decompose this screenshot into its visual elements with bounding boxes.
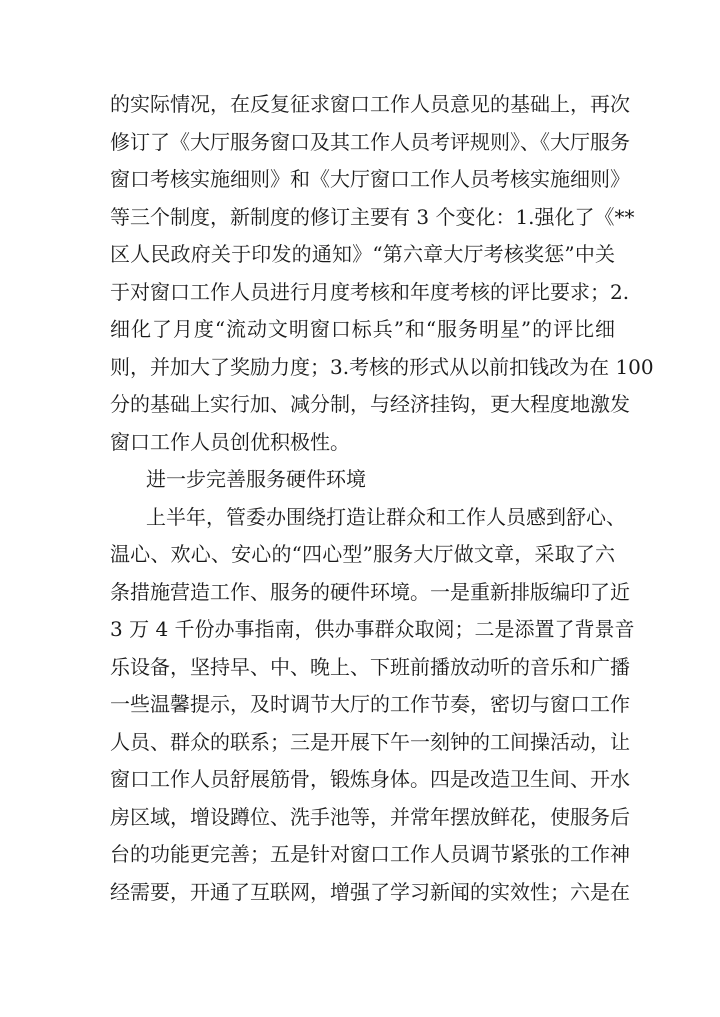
section-heading (110, 461, 615, 499)
text-line: 等三个制度，新制度的修订主要有 3 个变化：1.强化了《** (110, 204, 635, 229)
paragraph-assessment-rules (110, 86, 654, 461)
text-line: 细化了月度“流动文明窗口标兵”和“服务明星”的评比细 (110, 317, 615, 341)
text-line: 于对窗口工作人员进行月度考核和年度考核的评比要求；2. (110, 279, 630, 304)
paragraph-hardware-environment (110, 499, 635, 912)
text-line: 则，并加大了奖励力度；3.考核的形式从以前扣钱改为在 100 (110, 354, 654, 379)
text-line: 台的功能更完善；五是针对窗口工作人员调节紧张的工作神 (110, 842, 630, 866)
text-line: 分的基础上实行加、减分制，与经济挂钩，更大程度地激发 (110, 392, 630, 416)
document-body (110, 86, 654, 911)
text-line: 窗口考核实施细则》和《大厅窗口工作人员考核实施细则》 (110, 167, 630, 191)
heading-text: 进一步完善服务硬件环境 (146, 467, 366, 491)
text-line: 上半年，管委办围绕打造让群众和工作人员感到舒心、 (146, 504, 626, 529)
text-line: 条措施营造工作、服务的硬件环境。一是重新排版编印了近 (110, 579, 630, 604)
text-line: 区人民政府关于印发的通知》“第六章大厅考核奖惩”中关 (110, 242, 615, 266)
text-line: 一些温馨提示，及时调节大厅的工作节奏，密切与窗口工作 (110, 692, 630, 716)
text-line: 温心、欢心、安心的“四心型”服务大厅做文章，采取了六 (110, 542, 615, 566)
text-line: 的实际情况，在反复征求窗口工作人员意见的基础上，再次 (110, 92, 630, 116)
text-line: 房区域，增设蹲位、洗手池等，并常年摆放鲜花，使服务后 (110, 804, 630, 829)
text-line: 经需要，开通了互联网，增强了学习新闻的实效性；六是在 (110, 879, 630, 904)
text-line: 窗口工作人员舒展筋骨，锻炼身体。四是改造卫生间、开水 (110, 767, 630, 791)
text-line: 3 万 4 千份办事指南，供办事群众取阅；二是添置了背景音 (110, 617, 635, 641)
text-line: 修订了《大厅服务窗口及其工作人员考评规则》、《大厅服务 (110, 129, 630, 154)
text-line: 乐设备，坚持早、中、晚上、下班前播放动听的音乐和广播 (110, 654, 630, 679)
text-line: 人员、群众的联系；三是开展下午一刻钟的工间操活动，让 (110, 729, 630, 754)
text-line: 窗口工作人员创优积极性。 (110, 429, 350, 454)
